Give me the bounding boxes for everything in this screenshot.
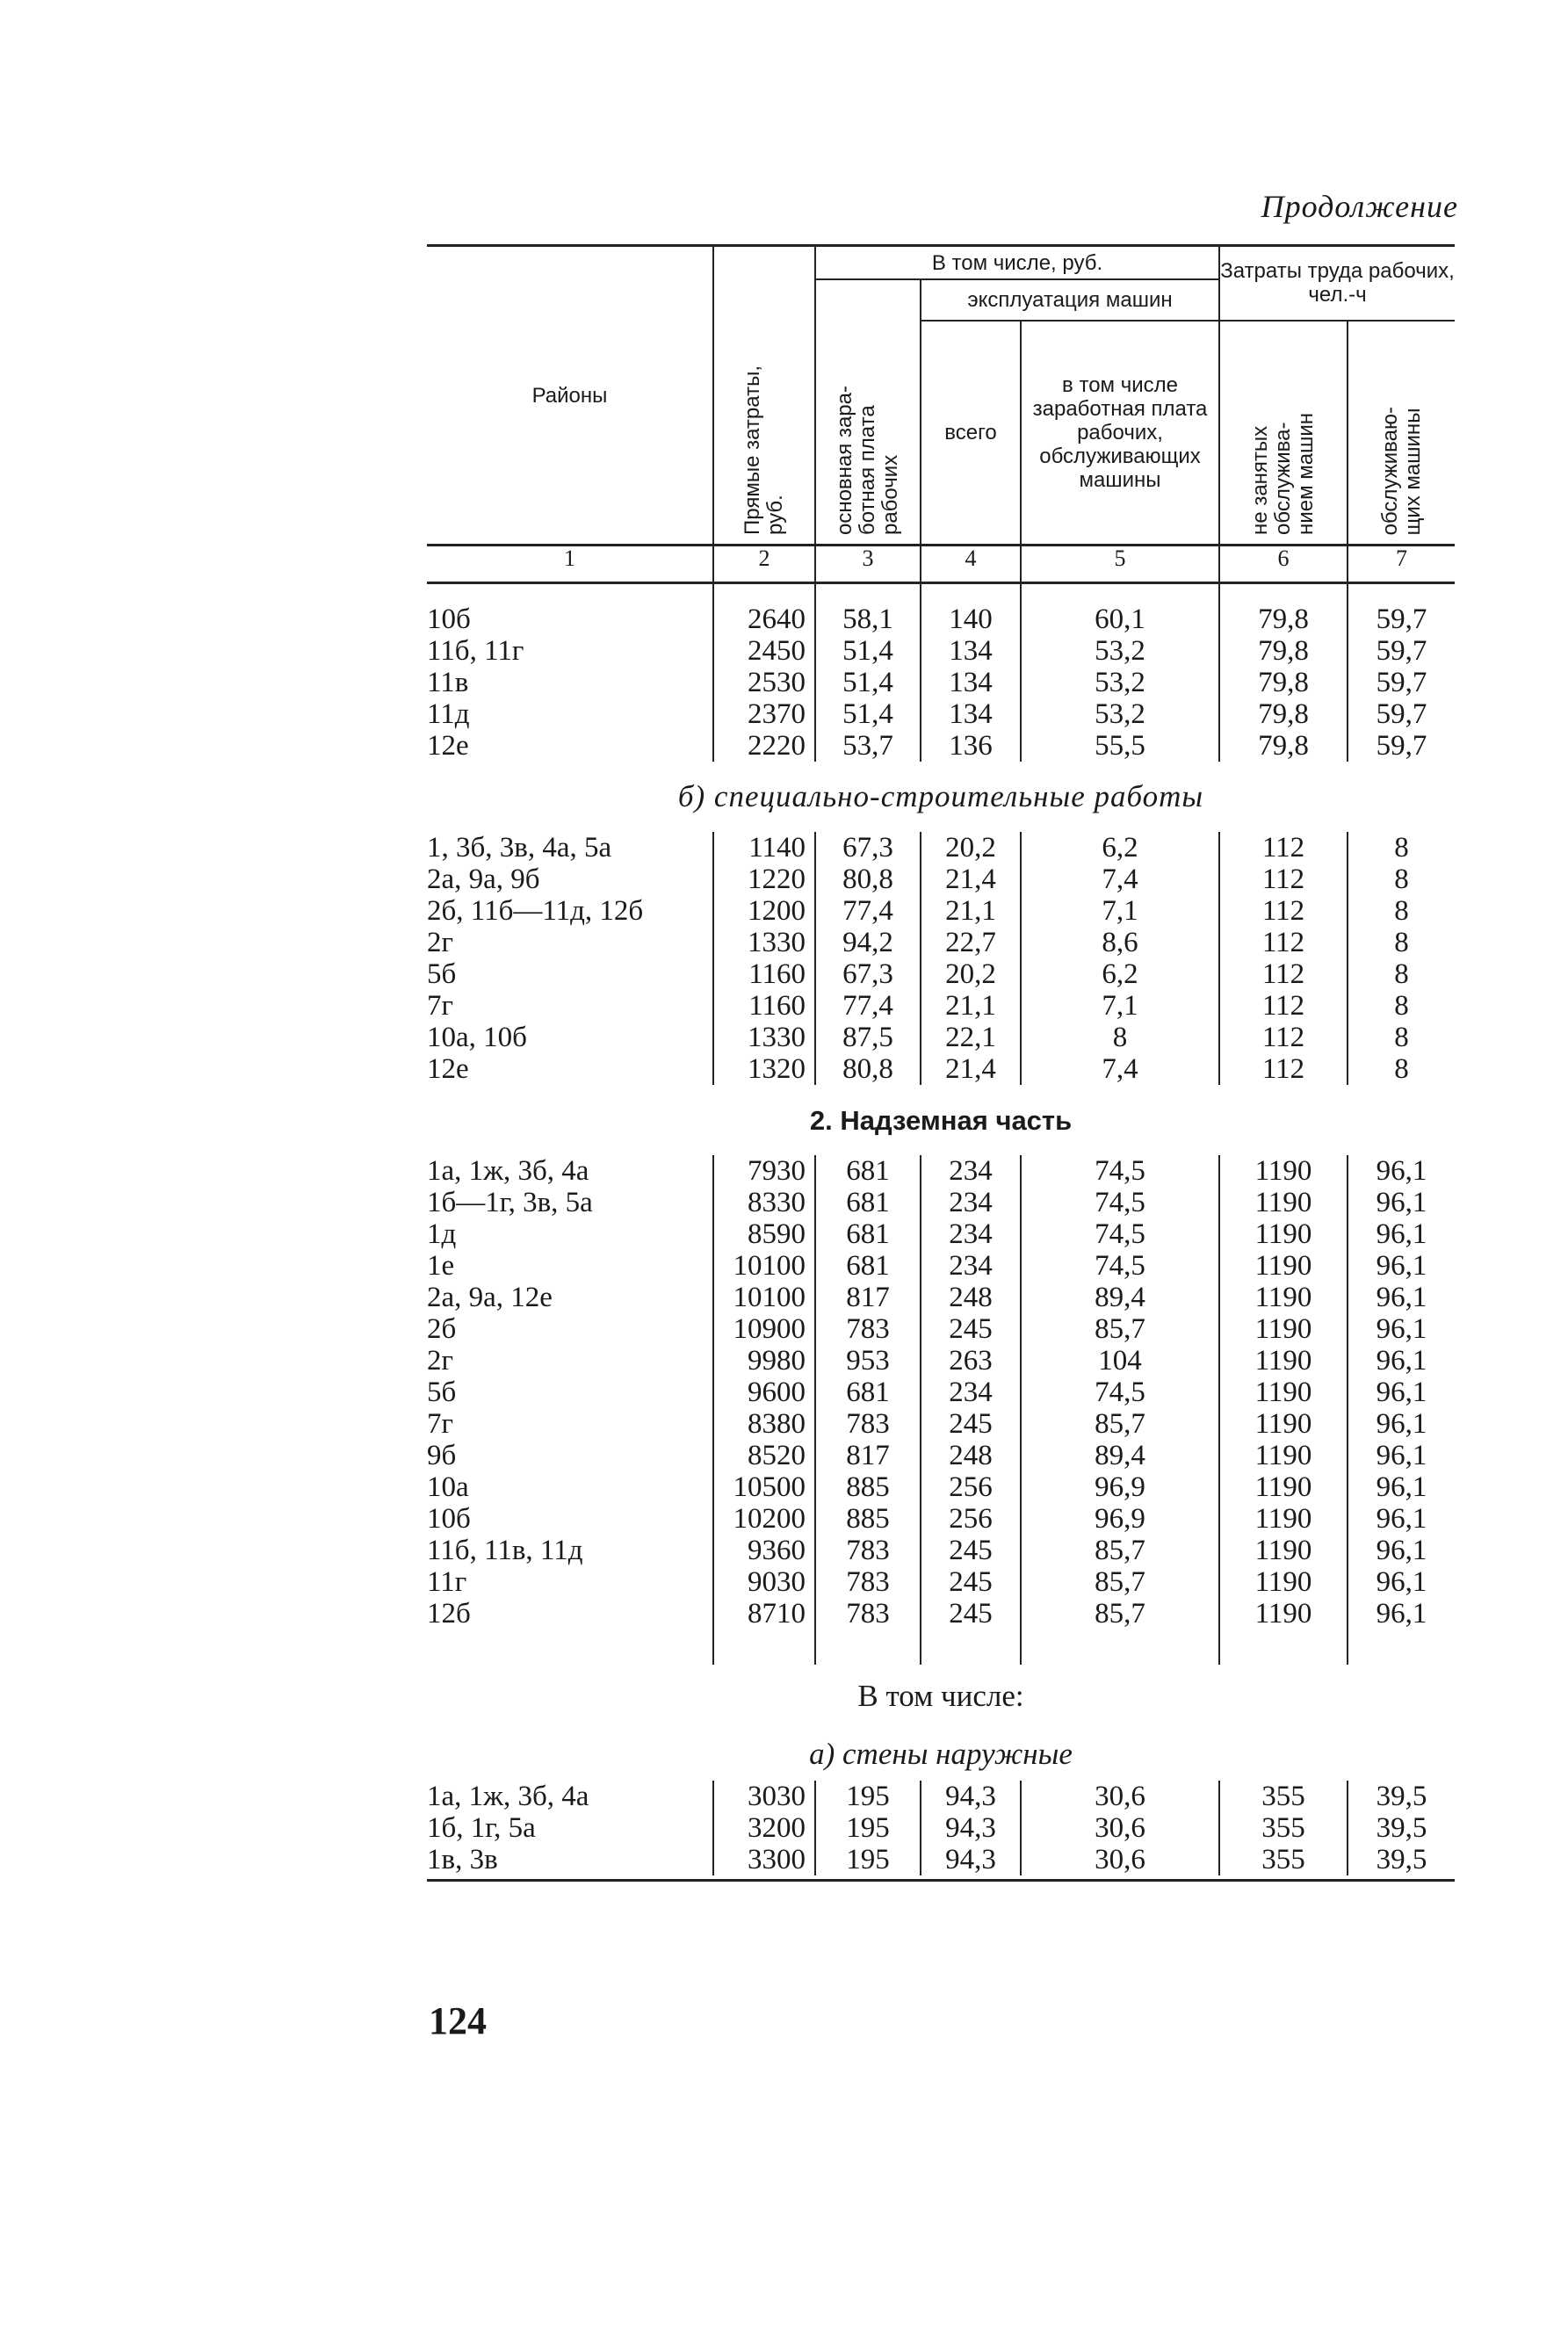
cell-direct-costs: 7930 <box>713 1155 815 1187</box>
cell-base-wage: 681 <box>815 1155 921 1187</box>
table-row <box>427 1218 1455 1250</box>
cell-base-wage: 80,8 <box>815 1053 921 1085</box>
cell-direct-costs: 10100 <box>713 1250 815 1282</box>
cell-district: 1а, 1ж, 3б, 4а <box>427 1781 713 1812</box>
table-row <box>427 1187 1455 1218</box>
cell-labor-not-machine: 355 <box>1219 1844 1348 1875</box>
section-special-works: б) специально-строительные работы <box>677 779 1204 813</box>
cell-machines-total: 248 <box>921 1282 1021 1313</box>
cell-machine-wage: 85,7 <box>1021 1535 1219 1566</box>
cell-machines-total: 234 <box>921 1155 1021 1187</box>
cell-labor-not-machine: 1190 <box>1219 1471 1348 1503</box>
cell-machine-wage: 30,6 <box>1021 1812 1219 1844</box>
cell-direct-costs: 9600 <box>713 1377 815 1408</box>
cell-labor-machine: 96,1 <box>1376 1345 1427 1377</box>
cell-machine-wage: 74,5 <box>1021 1218 1219 1250</box>
table-row <box>427 698 1455 730</box>
table-row <box>427 1408 1455 1440</box>
table-row <box>427 1250 1455 1282</box>
cell-base-wage: 953 <box>815 1345 921 1377</box>
cell-labor-machine: 8 <box>1394 864 1409 895</box>
cell-machines-total: 94,3 <box>921 1812 1021 1844</box>
cell-base-wage: 77,4 <box>815 990 921 1022</box>
cell-labor-not-machine: 1190 <box>1219 1345 1348 1377</box>
cell-labor-machine: 59,7 <box>1376 635 1427 667</box>
cell-machine-wage: 53,2 <box>1021 635 1219 667</box>
cell-direct-costs: 9980 <box>713 1345 815 1377</box>
cell-machines-total: 21,1 <box>921 895 1021 927</box>
cell-labor-machine: 96,1 <box>1376 1250 1427 1282</box>
cell-base-wage: 53,7 <box>815 730 921 762</box>
cell-machines-total: 263 <box>921 1345 1021 1377</box>
cell-district: 12е <box>427 1053 713 1085</box>
cell-base-wage: 885 <box>815 1471 921 1503</box>
cell-district: 10б <box>427 603 713 635</box>
cell-labor-not-machine: 1190 <box>1219 1408 1348 1440</box>
cell-labor-not-machine: 112 <box>1219 990 1348 1022</box>
cell-labor-machine: 8 <box>1394 1053 1409 1085</box>
cell-machines-total: 22,7 <box>921 927 1021 958</box>
cell-machines-total: 22,1 <box>921 1022 1021 1053</box>
cell-machines-total: 256 <box>921 1503 1021 1535</box>
cell-labor-machine: 96,1 <box>1376 1535 1427 1566</box>
cell-base-wage: 817 <box>815 1440 921 1471</box>
cell-base-wage: 80,8 <box>815 864 921 895</box>
cell-machines-total: 234 <box>921 1187 1021 1218</box>
table-row <box>427 990 1455 1022</box>
cell-direct-costs: 2640 <box>713 603 815 635</box>
cell-direct-costs: 1220 <box>713 864 815 895</box>
cell-base-wage: 681 <box>815 1377 921 1408</box>
cell-machines-total: 20,2 <box>921 832 1021 864</box>
cell-district: 1б, 1г, 5а <box>427 1812 713 1844</box>
cell-direct-costs: 1330 <box>713 1022 815 1053</box>
header-base-wage: основная зара- ботная плата рабочих <box>815 279 921 546</box>
header-districts: Районы <box>427 246 713 546</box>
table-row <box>427 1535 1455 1566</box>
cell-machines-total: 245 <box>921 1566 1021 1598</box>
cell-machines-total: 21,1 <box>921 990 1021 1022</box>
cell-district: 10б <box>427 1503 713 1535</box>
cell-district: 2г <box>427 1345 713 1377</box>
cell-labor-machine: 39,5 <box>1376 1812 1427 1844</box>
cell-district: 1е <box>427 1250 713 1282</box>
cell-machines-total: 234 <box>921 1250 1021 1282</box>
cell-labor-machine: 96,1 <box>1376 1377 1427 1408</box>
cell-machine-wage: 8,6 <box>1021 927 1219 958</box>
cell-machine-wage: 60,1 <box>1021 603 1219 635</box>
cell-machine-wage: 6,2 <box>1021 832 1219 864</box>
cell-labor-not-machine: 79,8 <box>1219 667 1348 698</box>
table-header <box>427 246 1455 583</box>
cell-district: 12е <box>427 730 713 762</box>
cell-labor-not-machine: 1190 <box>1219 1503 1348 1535</box>
cell-labor-not-machine: 112 <box>1219 895 1348 927</box>
cell-base-wage: 783 <box>815 1408 921 1440</box>
cell-labor-not-machine: 1190 <box>1219 1535 1348 1566</box>
cell-base-wage: 58,1 <box>815 603 921 635</box>
cell-machines-total: 234 <box>921 1218 1021 1250</box>
block-4 <box>427 1781 1455 1875</box>
cell-labor-not-machine: 112 <box>1219 864 1348 895</box>
table-row <box>427 927 1455 958</box>
cell-machines-total: 134 <box>921 635 1021 667</box>
cell-base-wage: 783 <box>815 1313 921 1345</box>
cell-district: 7г <box>427 1408 713 1440</box>
cell-machine-wage: 6,2 <box>1021 958 1219 990</box>
column-numbers-row: 1 2 3 4 5 6 7 <box>427 546 1455 583</box>
cell-machines-total: 245 <box>921 1598 1021 1630</box>
cell-machine-wage: 85,7 <box>1021 1313 1219 1345</box>
table-row <box>427 864 1455 895</box>
cell-direct-costs: 1330 <box>713 927 815 958</box>
cell-base-wage: 817 <box>815 1282 921 1313</box>
cell-machines-total: 94,3 <box>921 1781 1021 1812</box>
cell-labor-not-machine: 1190 <box>1219 1282 1348 1313</box>
cell-base-wage: 783 <box>815 1598 921 1630</box>
cell-machines-total: 256 <box>921 1471 1021 1503</box>
table-row <box>427 895 1455 927</box>
cell-labor-machine: 96,1 <box>1376 1598 1427 1630</box>
header-labor-not-machine: не занятых обслужива- нием машин <box>1219 321 1348 546</box>
cell-machine-wage: 55,5 <box>1021 730 1219 762</box>
header-direct-costs: Прямые затраты, руб. <box>713 246 815 546</box>
cell-direct-costs: 8520 <box>713 1440 815 1471</box>
cell-district: 11г <box>427 1566 713 1598</box>
cell-labor-not-machine: 1190 <box>1219 1377 1348 1408</box>
table-row <box>427 958 1455 990</box>
cell-labor-not-machine: 1190 <box>1219 1313 1348 1345</box>
cell-district: 5б <box>427 958 713 990</box>
cell-direct-costs: 8380 <box>713 1408 815 1440</box>
section-outer-walls: а) стены наружные <box>809 1737 1073 1771</box>
continuation-label: Продолжение <box>1261 189 1458 224</box>
cell-labor-not-machine: 112 <box>1219 1053 1348 1085</box>
cell-direct-costs: 1200 <box>713 895 815 927</box>
including-label: В том числе: <box>857 1679 1024 1713</box>
cell-district: 11в <box>427 667 713 698</box>
cell-direct-costs: 3200 <box>713 1812 815 1844</box>
cell-base-wage: 681 <box>815 1187 921 1218</box>
cell-base-wage: 783 <box>815 1535 921 1566</box>
cell-district: 1в, 3в <box>427 1844 713 1875</box>
cell-labor-machine: 8 <box>1394 990 1409 1022</box>
cell-direct-costs: 8330 <box>713 1187 815 1218</box>
cell-labor-not-machine: 112 <box>1219 927 1348 958</box>
cell-district: 1а, 1ж, 3б, 4а <box>427 1155 713 1187</box>
cell-labor-not-machine: 79,8 <box>1219 698 1348 730</box>
cell-base-wage: 195 <box>815 1781 921 1812</box>
cell-district: 10а, 10б <box>427 1022 713 1053</box>
block-2 <box>427 832 1455 1085</box>
cell-district: 2б <box>427 1313 713 1345</box>
cell-labor-not-machine: 1190 <box>1219 1187 1348 1218</box>
header-machine-wage: в том числе заработная плата рабочих, обслуживающих машины <box>1021 321 1219 546</box>
cell-labor-machine: 96,1 <box>1376 1471 1427 1503</box>
cell-machine-wage: 85,7 <box>1021 1566 1219 1598</box>
cell-machine-wage: 89,4 <box>1021 1282 1219 1313</box>
table-row <box>427 1781 1455 1812</box>
cell-district: 2а, 9а, 9б <box>427 864 713 895</box>
cell-base-wage: 67,3 <box>815 958 921 990</box>
cell-district: 10а <box>427 1471 713 1503</box>
cell-machines-total: 245 <box>921 1408 1021 1440</box>
cell-district: 11б, 11г <box>427 635 713 667</box>
cell-district: 1б—1г, 3в, 5а <box>427 1187 713 1218</box>
cell-machines-total: 140 <box>921 603 1021 635</box>
header-machines-total: всего <box>921 321 1021 546</box>
table-row <box>427 1155 1455 1187</box>
cell-district: 9б <box>427 1440 713 1471</box>
table-row <box>427 1471 1455 1503</box>
cell-machine-wage: 85,7 <box>1021 1408 1219 1440</box>
cell-labor-not-machine: 112 <box>1219 1022 1348 1053</box>
cell-machine-wage: 7,4 <box>1021 1053 1219 1085</box>
table-row <box>427 1566 1455 1598</box>
table-row <box>427 730 1455 762</box>
cell-direct-costs: 10200 <box>713 1503 815 1535</box>
cell-base-wage: 51,4 <box>815 635 921 667</box>
cell-machines-total: 134 <box>921 698 1021 730</box>
table-body <box>427 583 1455 604</box>
cell-labor-not-machine: 1190 <box>1219 1250 1348 1282</box>
cell-labor-machine: 96,1 <box>1376 1503 1427 1535</box>
cell-labor-machine: 8 <box>1394 927 1409 958</box>
cell-district: 1д <box>427 1218 713 1250</box>
table-row <box>427 667 1455 698</box>
cell-labor-not-machine: 79,8 <box>1219 635 1348 667</box>
cell-base-wage: 87,5 <box>815 1022 921 1053</box>
cell-base-wage: 67,3 <box>815 832 921 864</box>
cell-machine-wage: 7,4 <box>1021 864 1219 895</box>
cell-district: 2г <box>427 927 713 958</box>
cell-labor-machine: 59,7 <box>1376 603 1427 635</box>
cell-labor-machine: 96,1 <box>1376 1440 1427 1471</box>
cell-base-wage: 681 <box>815 1250 921 1282</box>
cell-labor-machine: 96,1 <box>1376 1282 1427 1313</box>
cell-direct-costs: 1320 <box>713 1053 815 1085</box>
cell-direct-costs: 10900 <box>713 1313 815 1345</box>
cell-direct-costs: 1140 <box>713 832 815 864</box>
cell-machine-wage: 7,1 <box>1021 895 1219 927</box>
cell-machines-total: 20,2 <box>921 958 1021 990</box>
cell-direct-costs: 8710 <box>713 1598 815 1630</box>
cell-machines-total: 94,3 <box>921 1844 1021 1875</box>
cell-labor-not-machine: 355 <box>1219 1781 1348 1812</box>
cell-labor-machine: 8 <box>1394 958 1409 990</box>
cell-labor-not-machine: 112 <box>1219 832 1348 864</box>
table-row <box>427 1844 1455 1875</box>
cell-machine-wage: 53,2 <box>1021 667 1219 698</box>
cell-direct-costs: 1160 <box>713 958 815 990</box>
cell-labor-not-machine: 1190 <box>1219 1218 1348 1250</box>
cell-labor-not-machine: 79,8 <box>1219 730 1348 762</box>
cell-labor-not-machine: 79,8 <box>1219 603 1348 635</box>
cell-machine-wage: 74,5 <box>1021 1377 1219 1408</box>
table-row <box>427 1377 1455 1408</box>
cell-base-wage: 195 <box>815 1844 921 1875</box>
table-row <box>427 1282 1455 1313</box>
cell-machines-total: 248 <box>921 1440 1021 1471</box>
cell-machine-wage: 7,1 <box>1021 990 1219 1022</box>
cell-base-wage: 195 <box>815 1812 921 1844</box>
cell-labor-machine: 96,1 <box>1376 1155 1427 1187</box>
cell-labor-not-machine: 112 <box>1219 958 1348 990</box>
cell-labor-machine: 96,1 <box>1376 1187 1427 1218</box>
cell-machines-total: 134 <box>921 667 1021 698</box>
cell-base-wage: 681 <box>815 1218 921 1250</box>
cell-labor-machine: 39,5 <box>1376 1781 1427 1812</box>
table-row <box>427 832 1455 864</box>
cell-machine-wage: 96,9 <box>1021 1503 1219 1535</box>
cell-machine-wage: 85,7 <box>1021 1598 1219 1630</box>
cell-district: 7г <box>427 990 713 1022</box>
cell-base-wage: 885 <box>815 1503 921 1535</box>
cell-machine-wage: 89,4 <box>1021 1440 1219 1471</box>
cell-labor-machine: 96,1 <box>1376 1218 1427 1250</box>
table-row <box>427 603 1455 635</box>
cell-district: 11д <box>427 698 713 730</box>
cell-labor-machine: 96,1 <box>1376 1313 1427 1345</box>
cell-labor-not-machine: 1190 <box>1219 1598 1348 1630</box>
cell-machines-total: 245 <box>921 1535 1021 1566</box>
table-row <box>427 1022 1455 1053</box>
cell-direct-costs: 1160 <box>713 990 815 1022</box>
cell-labor-machine: 8 <box>1394 895 1409 927</box>
cell-direct-costs: 3300 <box>713 1844 815 1875</box>
cell-labor-machine: 8 <box>1394 832 1409 864</box>
block-1 <box>427 603 1455 762</box>
cell-direct-costs: 2220 <box>713 730 815 762</box>
cell-labor-not-machine: 355 <box>1219 1812 1348 1844</box>
cell-machines-total: 234 <box>921 1377 1021 1408</box>
cell-labor-machine: 96,1 <box>1376 1566 1427 1598</box>
header-group-labor: Затраты труда рабочих, чел.-ч <box>1219 246 1455 321</box>
table-row <box>427 1598 1455 1630</box>
cell-machine-wage: 74,5 <box>1021 1187 1219 1218</box>
cell-machine-wage: 8 <box>1021 1022 1219 1053</box>
cell-labor-machine: 96,1 <box>1376 1408 1427 1440</box>
table-row <box>427 1345 1455 1377</box>
cell-direct-costs: 8590 <box>713 1218 815 1250</box>
cell-direct-costs: 9360 <box>713 1535 815 1566</box>
cell-district: 11б, 11в, 11д <box>427 1535 713 1566</box>
cell-machines-total: 21,4 <box>921 1053 1021 1085</box>
cell-labor-not-machine: 1190 <box>1219 1566 1348 1598</box>
cell-direct-costs: 9030 <box>713 1566 815 1598</box>
cell-direct-costs: 3030 <box>713 1781 815 1812</box>
table-row <box>427 1503 1455 1535</box>
table-row <box>427 1812 1455 1844</box>
table-row <box>427 1313 1455 1345</box>
cell-machine-wage: 96,9 <box>1021 1471 1219 1503</box>
cell-machines-total: 245 <box>921 1313 1021 1345</box>
cell-district: 12б <box>427 1598 713 1630</box>
section-above-ground: 2. Надземная часть <box>809 1104 1073 1136</box>
cell-direct-costs: 10100 <box>713 1282 815 1313</box>
cell-district: 1, 3б, 3в, 4а, 5а <box>427 832 713 864</box>
cell-direct-costs: 2450 <box>713 635 815 667</box>
cell-machine-wage: 30,6 <box>1021 1781 1219 1812</box>
cell-labor-not-machine: 1190 <box>1219 1155 1348 1187</box>
cell-base-wage: 51,4 <box>815 667 921 698</box>
page-number: 124 <box>429 1999 487 2042</box>
cell-district: 2б, 11б—11д, 12б <box>427 895 713 927</box>
cell-base-wage: 51,4 <box>815 698 921 730</box>
cell-machine-wage: 30,6 <box>1021 1844 1219 1875</box>
cell-machine-wage: 74,5 <box>1021 1250 1219 1282</box>
cell-machine-wage: 53,2 <box>1021 698 1219 730</box>
cell-district: 5б <box>427 1377 713 1408</box>
cell-base-wage: 94,2 <box>815 927 921 958</box>
cell-direct-costs: 10500 <box>713 1471 815 1503</box>
cell-machine-wage: 74,5 <box>1021 1155 1219 1187</box>
table-row <box>427 1440 1455 1471</box>
cell-machine-wage: 104 <box>1021 1345 1219 1377</box>
cell-machines-total: 136 <box>921 730 1021 762</box>
cell-machines-total: 21,4 <box>921 864 1021 895</box>
cell-district: 2а, 9а, 12е <box>427 1282 713 1313</box>
cell-direct-costs: 2530 <box>713 667 815 698</box>
cell-labor-machine: 8 <box>1394 1022 1409 1053</box>
cell-labor-not-machine: 1190 <box>1219 1440 1348 1471</box>
table-row <box>427 635 1455 667</box>
header-labor-machine: обслуживаю- щих машины <box>1377 406 1425 535</box>
cell-base-wage: 77,4 <box>815 895 921 927</box>
cell-labor-machine: 59,7 <box>1376 730 1427 762</box>
cell-labor-machine: 39,5 <box>1376 1844 1427 1875</box>
cell-direct-costs: 2370 <box>713 698 815 730</box>
cost-table <box>427 244 1455 1882</box>
header-group-machines: эксплуатация машин <box>921 279 1219 321</box>
cell-base-wage: 783 <box>815 1566 921 1598</box>
table-row <box>427 1053 1455 1085</box>
cell-labor-machine: 59,7 <box>1376 698 1427 730</box>
block-3 <box>427 1155 1455 1630</box>
cell-labor-machine: 59,7 <box>1376 667 1427 698</box>
header-group-money: В том числе, руб. <box>815 246 1219 280</box>
